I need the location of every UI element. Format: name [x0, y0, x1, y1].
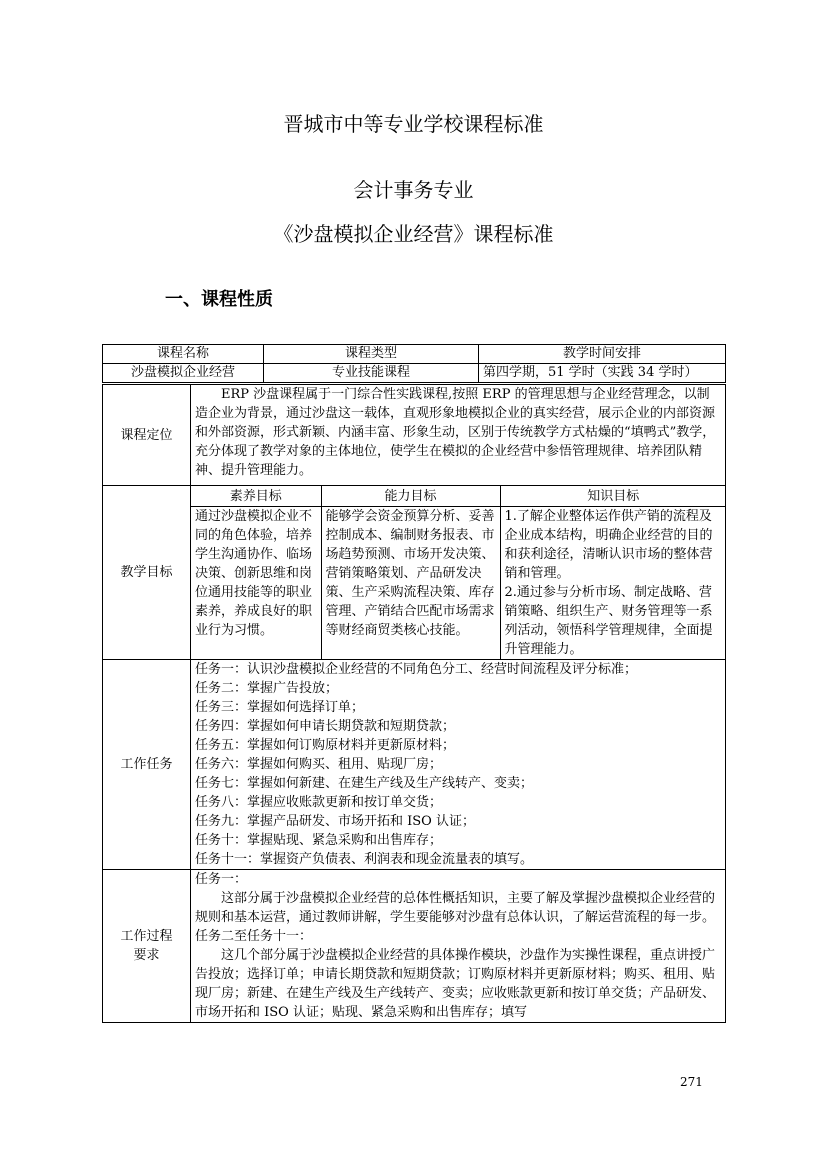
document-title: 晋城市中等专业学校课程标准 — [283, 112, 544, 136]
process-part2-title: 任务二至任务十一： — [195, 929, 313, 944]
task-item: 任务九：掌握产品研发、市场开拓和 ISO 认证； — [195, 814, 475, 829]
objectives-table — [191, 486, 726, 659]
task-item: 任务五：掌握如何订购原材料并更新原材料； — [195, 738, 456, 753]
process-label-line1: 工作过程 — [120, 929, 173, 944]
process-label-line2: 要求 — [133, 948, 160, 963]
course-title: 《沙盘模拟企业经营》课程标准 — [273, 222, 554, 246]
task-item: 任务一：认识沙盘模拟企业经营的不同角色分工、经营时间流程及评分标准； — [195, 662, 638, 677]
info-header-row — [103, 345, 726, 364]
task-item: 任务十一：掌握资产负债表、利润表和现金流量表的填写。 — [195, 852, 534, 867]
tasks-label: 工作任务 — [103, 660, 191, 870]
task-item: 任务八：掌握应收账款更新和按订单交货； — [195, 795, 443, 810]
header-course-name: 课程名称 — [103, 345, 264, 364]
tasks-row — [103, 660, 726, 870]
positioning-row — [103, 385, 726, 486]
objectives-content-row — [191, 507, 726, 660]
knowledge-objective-item: 2.通过参与分析市场、制定战略、营销策略、组织生产、财务管理等一系列活动，领悟科学管理规律，全面提升管理能力。 — [504, 585, 713, 657]
objectives-header-row — [191, 486, 726, 507]
course-info-table — [102, 344, 726, 383]
task-item: 任务七：掌握如何新建、在建生产线及生产线转产、变卖； — [195, 776, 534, 791]
task-item: 任务十：掌握贴现、紧急采购和出售库存； — [195, 833, 443, 848]
task-item: 任务六：掌握如何购买、租用、贴现厂房； — [195, 757, 443, 772]
header-quality-objective: 素养目标 — [191, 486, 321, 507]
positioning-label: 课程定位 — [103, 385, 191, 486]
course-detail-table — [102, 384, 726, 1023]
header-knowledge-objective: 知识目标 — [500, 486, 726, 507]
task-item: 任务四：掌握如何申请长期贷款和短期贷款； — [195, 719, 456, 734]
process-row — [103, 870, 726, 1023]
knowledge-objective-item: 1.了解企业整体运作供产销的流程及企业成本结构，明确企业经营的目的和获利途径，清晰认识市场的整体营销和管理。 — [504, 509, 713, 581]
process-part2-text: 这几个部分属于沙盘模拟企业经营的具体操作模块，沙盘作为实操性课程，重点讲授广告投放；选择订单；申请长期贷款和短期贷款；订购原材料并更新原材料；购买、租用、贴现厂房；新建、在建生产线及生产线转产、变卖；应收账款更新和按订单交货；产品研发、市场开拓和 ISO 认证；贴现、紧急采购和出售库存；填写 — [195, 948, 716, 1020]
section-heading: 一、课程性质 — [165, 289, 273, 310]
objectives-row — [103, 486, 726, 660]
process-part1-text: 这部分属于沙盘模拟企业经营的总体性概括知识，主要了解及掌握沙盘模拟企业经营的规则和基本运营，通过教师讲解，学生要能够对沙盘有总体认识，了解运营流程的每一步。 — [195, 891, 716, 925]
objectives-cell — [191, 486, 726, 660]
knowledge-objective-cell — [500, 507, 726, 660]
value-course-type: 专业技能课程 — [264, 364, 479, 383]
positioning-text: ERP 沙盘课程属于一门综合性实践课程,按照 ERP 的管理思想与企业经营理念，以制造企业为背景，通过沙盘这一载体，直观形象地模拟企业的真实经营，展示企业的内部资源和外部资源，形式新颖、内涵丰富、形象生动，区别于传统教学方式枯燥的“填鸭式”教学，充分体现了教学对象的主体地位，使学生在模拟的企业经营中参悟管理规律、培养团队精神、提升管理能力。 — [191, 385, 726, 486]
quality-objective-text: 通过沙盘模拟企业不同的角色体验，培养学生沟通协作、临场决策、创新思维和岗位通用技能等的职业素养，养成良好的职业行为习惯。 — [191, 507, 321, 660]
header-teaching-schedule: 教学时间安排 — [479, 345, 726, 364]
ability-objective-text: 能够学会资金预算分析、妥善控制成本、编制财务报表、市场趋势预测、市场开发决策、营销策略策划、产品研发决策、生产采购流程决策、库存管理、产销结合匹配市场需求等财经商贸类核心技能。 — [321, 507, 500, 660]
header-course-type: 课程类型 — [264, 345, 479, 364]
value-teaching-schedule: 第四学期，51 学时（实践 34 学时） — [479, 364, 726, 383]
process-part1-title: 任务一： — [195, 872, 248, 887]
value-course-name: 沙盘模拟企业经营 — [103, 364, 264, 383]
tasks-list — [191, 660, 726, 870]
major-title: 会计事务专业 — [353, 178, 474, 202]
process-requirements — [191, 870, 726, 1023]
task-item: 任务三：掌握如何选择订单； — [195, 700, 365, 715]
task-item: 任务二：掌握广告投放； — [195, 681, 339, 696]
header-ability-objective: 能力目标 — [321, 486, 500, 507]
objectives-label: 教学目标 — [103, 486, 191, 660]
page-number: 271 — [680, 1075, 703, 1089]
info-value-row — [103, 364, 726, 383]
process-label — [103, 870, 191, 1023]
